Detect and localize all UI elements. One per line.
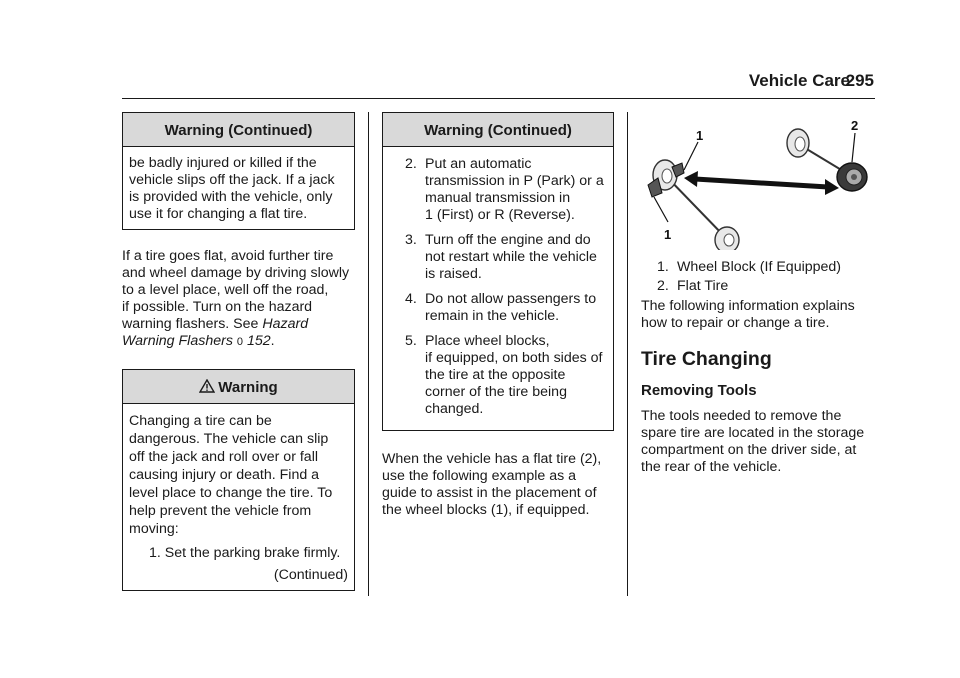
hazard-link-part1[interactable]: Hazard bbox=[262, 316, 309, 332]
paragraph-text: warning flashers. See bbox=[122, 316, 263, 332]
warning-title-text: Warning bbox=[218, 379, 278, 396]
step-line: transmission in P (Park) or a bbox=[425, 173, 604, 189]
caption-text: Wheel Block (If Equipped) bbox=[677, 259, 842, 275]
step-line: not restart while the vehicle bbox=[425, 249, 597, 265]
intro-line: how to repair or change a tire. bbox=[641, 315, 830, 331]
page-reference-icon: 0 bbox=[236, 336, 243, 348]
paragraph-line: if possible. Turn on the hazard bbox=[122, 299, 313, 315]
step-number: 5. bbox=[405, 333, 417, 349]
step-line: if equipped, on both sides of bbox=[425, 350, 603, 366]
step-number: 4. bbox=[405, 291, 417, 307]
diagonal-arrow bbox=[695, 179, 828, 187]
warning-continued-box bbox=[122, 112, 355, 230]
warning-box bbox=[122, 369, 355, 591]
step-line: is raised. bbox=[425, 266, 482, 282]
callout-2: 2 bbox=[851, 118, 859, 133]
step-line: Place wheel blocks, bbox=[425, 333, 550, 349]
warning-step bbox=[405, 291, 607, 325]
paragraph-line: to a level place, well off the road, bbox=[122, 282, 329, 298]
warning-step bbox=[405, 232, 607, 283]
caption-item bbox=[657, 259, 841, 278]
page-number: 295 bbox=[845, 71, 874, 90]
intro-line: The following information explains bbox=[641, 298, 855, 314]
flat-tire-paragraph bbox=[122, 248, 355, 351]
column-2 bbox=[382, 112, 614, 519]
warning-step bbox=[405, 333, 607, 418]
paragraph-line: the rear of the vehicle. bbox=[641, 459, 782, 475]
section-heading: Tire Changing bbox=[641, 348, 772, 370]
warning-line: moving: bbox=[129, 521, 179, 537]
wheel-block-diagram bbox=[640, 115, 880, 250]
wheel-block-illustration bbox=[640, 115, 880, 250]
callout-1: 1 bbox=[696, 128, 704, 143]
paragraph-line: guide to assist in the placement of bbox=[382, 485, 597, 501]
warning-line: off the jack and roll over or fall bbox=[129, 449, 319, 465]
column-divider-2 bbox=[627, 112, 628, 596]
warning-line: is provided with the vehicle, only bbox=[129, 189, 333, 205]
page-header bbox=[0, 72, 960, 102]
paragraph-line: The tools needed to remove the bbox=[641, 408, 842, 424]
hazard-link-part2[interactable]: Warning Flashers bbox=[122, 333, 233, 349]
figure-caption bbox=[657, 259, 841, 297]
warning-line: causing injury or death. Find a bbox=[129, 467, 320, 483]
step-line: remain in the vehicle. bbox=[425, 308, 560, 324]
paragraph-line: If a tire goes flat, avoid further tire bbox=[122, 248, 334, 264]
step-line: the tire at the opposite bbox=[425, 367, 566, 383]
caption-number: 2. bbox=[657, 278, 669, 294]
step-line: Put an automatic bbox=[425, 156, 532, 172]
warning-continued-box bbox=[382, 112, 614, 431]
paragraph-line: use the following example as a bbox=[382, 468, 577, 484]
paragraph-line: the wheel blocks (1), if equipped. bbox=[382, 502, 590, 518]
warning-box-title: Warning (Continued) bbox=[123, 113, 354, 147]
warning-line: Changing a tire can be bbox=[129, 413, 272, 429]
column-divider-1 bbox=[368, 112, 369, 596]
step-line: Turn off the engine and do bbox=[425, 232, 591, 248]
caption-text: Flat Tire bbox=[677, 278, 729, 294]
wheel-block-paragraph bbox=[382, 451, 614, 519]
step-line: 1 (First) or R (Reverse). bbox=[425, 207, 575, 223]
caption-number: 1. bbox=[657, 259, 669, 275]
step-number: 3. bbox=[405, 232, 417, 248]
paragraph-line: compartment on the driver side, at bbox=[641, 442, 857, 458]
paragraph-line: and wheel damage by driving slowly bbox=[122, 265, 350, 281]
warning-line: be badly injured or killed if the bbox=[129, 155, 317, 171]
paragraph-line: When the vehicle has a flat tire (2), bbox=[382, 451, 602, 467]
period: . bbox=[270, 333, 275, 349]
warning-box-body bbox=[123, 404, 354, 590]
warning-line: vehicle slips off the jack. If a jack bbox=[129, 172, 335, 188]
paragraph-line bbox=[122, 316, 355, 333]
warning-line: use it for changing a flat tire. bbox=[129, 206, 308, 222]
step-line: manual transmission in bbox=[425, 190, 571, 206]
warning-box-body bbox=[123, 147, 354, 229]
step-line: corner of the tire being bbox=[425, 384, 567, 400]
subsection-heading: Removing Tools bbox=[641, 382, 757, 399]
caption-item bbox=[657, 278, 841, 297]
step-line: Do not allow passengers to bbox=[425, 291, 597, 307]
warning-box-body bbox=[383, 147, 613, 430]
step-number: 2. bbox=[405, 156, 417, 172]
continued-label: (Continued) bbox=[273, 567, 348, 583]
warning-box-title: Warning (Continued) bbox=[383, 113, 613, 147]
step-line: changed. bbox=[425, 401, 484, 417]
warning-line: help prevent the vehicle from bbox=[129, 503, 312, 519]
warning-box-title bbox=[123, 370, 354, 404]
warning-triangle-icon bbox=[199, 379, 215, 396]
header-rule bbox=[122, 98, 875, 99]
column-3-text bbox=[641, 298, 876, 476]
warning-step bbox=[405, 156, 607, 224]
callout-1-lower: 1 bbox=[664, 227, 672, 242]
section-title: Vehicle Care bbox=[748, 71, 850, 90]
paragraph-line: spare tire are located in the storage bbox=[641, 425, 865, 441]
page-reference[interactable]: 152 bbox=[246, 333, 271, 349]
column-1 bbox=[122, 112, 355, 591]
warning-line: level place to change the tire. To bbox=[129, 485, 333, 501]
tools-paragraph bbox=[641, 408, 876, 476]
warning-line: dangerous. The vehicle can slip bbox=[129, 431, 329, 447]
paragraph-line bbox=[122, 333, 355, 351]
warning-step: 1. Set the parking brake firmly. bbox=[149, 545, 341, 561]
